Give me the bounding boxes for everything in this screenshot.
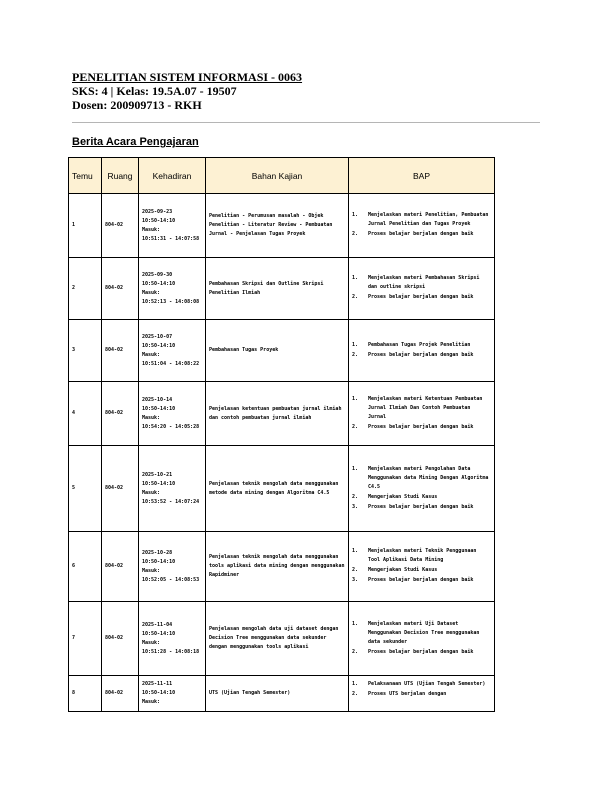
kehadiran-keluar: 10:51:04 - 14:08:22 bbox=[142, 360, 200, 367]
kehadiran-masuk: Masuk: bbox=[142, 289, 161, 296]
cell-kehadiran bbox=[139, 194, 206, 258]
bap-list-item bbox=[352, 690, 491, 699]
course-sks-kelas: SKS: 4 | Kelas: 19.5A.07 - 19507 bbox=[72, 84, 237, 98]
cell-bahan-kajian: UTS (Ujian Tengah Semester) bbox=[206, 676, 349, 712]
kehadiran-keluar: 10:53:52 - 14:07:24 bbox=[142, 498, 200, 505]
bap-list-item bbox=[352, 493, 491, 502]
cell-ruang: 804-02 bbox=[102, 532, 139, 602]
cell-temu: 6 bbox=[69, 532, 102, 602]
bap-item-number: 2. bbox=[352, 351, 359, 358]
kehadiran-date: 2025-10-28 bbox=[142, 549, 173, 556]
cell-temu: 4 bbox=[69, 382, 102, 446]
cell-temu: 1 bbox=[69, 194, 102, 258]
kehadiran-time: 10:50-14:10 bbox=[142, 558, 176, 565]
bap-item-number: 1. bbox=[352, 465, 359, 472]
bap-item-text: Proses belajar berjalan dengan baik bbox=[368, 231, 474, 237]
kehadiran-date: 2025-10-21 bbox=[142, 471, 173, 478]
bap-list-item bbox=[352, 576, 491, 585]
cell-ruang: 804-02 bbox=[102, 382, 139, 446]
cell-kehadiran bbox=[139, 258, 206, 320]
kehadiran-date: 2025-11-11 bbox=[142, 681, 173, 687]
kehadiran-time: 10:50-14:10 bbox=[142, 630, 176, 637]
kehadiran-time: 10:50-14:10 bbox=[142, 217, 176, 224]
kehadiran-date: 2025-09-23 bbox=[142, 208, 173, 215]
bap-item-number: 1. bbox=[352, 212, 359, 218]
bap-item-number: 2. bbox=[352, 691, 359, 697]
cell-bahan-kajian: Pembahasan Skripsi dan Outline Skripsi Penelitian Ilmiah bbox=[206, 258, 349, 320]
bap-item-number: 1. bbox=[352, 341, 359, 348]
cell-temu: 7 bbox=[69, 602, 102, 676]
kehadiran-masuk: Masuk: bbox=[142, 699, 161, 705]
bap-list-item bbox=[352, 465, 491, 492]
bap-item-number: 3. bbox=[352, 577, 359, 583]
table-row bbox=[69, 532, 495, 602]
bap-list-item bbox=[352, 648, 491, 657]
bap-item-text: Menjelaskan materi Teknik Penggunaan Tool Aplikasi Data Mining bbox=[368, 548, 477, 563]
kehadiran-time: 10:50-14:10 bbox=[142, 342, 176, 349]
section-title: Berita Acara Pengajaran bbox=[72, 136, 199, 148]
bap-item-number: 2. bbox=[352, 648, 359, 655]
bap-list-item bbox=[352, 423, 491, 432]
cell-ruang: 804-02 bbox=[102, 258, 139, 320]
bap-item-number: 1. bbox=[352, 395, 359, 402]
cell-temu: 3 bbox=[69, 320, 102, 382]
bap-list-item bbox=[352, 620, 491, 647]
bap-item-text: Proses belajar berjalan dengan baik bbox=[368, 351, 474, 358]
kehadiran-masuk: Masuk: bbox=[142, 489, 161, 496]
kehadiran-keluar: 10:51:28 - 14:08:18 bbox=[142, 648, 200, 655]
cell-bap bbox=[349, 532, 495, 602]
table-row bbox=[69, 676, 495, 712]
bap-item-text: Menjelaskan materi Uji Dataset Menggunakan Decision Tree menggunakan data sekunder bbox=[368, 620, 480, 645]
bap-item-text: Proses belajar berjalan dengan baik bbox=[368, 423, 474, 430]
bap-list-item bbox=[352, 395, 491, 422]
bap-item-number: 1. bbox=[352, 548, 359, 554]
kehadiran-time: 10:50-14:10 bbox=[142, 280, 176, 287]
cell-kehadiran bbox=[139, 532, 206, 602]
bap-list-item bbox=[352, 503, 491, 512]
table-row bbox=[69, 194, 495, 258]
header-divider bbox=[72, 122, 540, 123]
bap-item-text: Mengerjakan Studi Kasus bbox=[368, 567, 438, 573]
kehadiran-date: 2025-10-14 bbox=[142, 396, 173, 403]
cell-temu: 5 bbox=[69, 446, 102, 532]
bap-item-text: Menjelaskan materi Pembahasan Skripsi dan outline skripsi bbox=[368, 275, 480, 290]
header-kehadiran: Kehadiran bbox=[139, 158, 206, 194]
course-header bbox=[72, 70, 302, 112]
bap-item-number: 2. bbox=[352, 294, 359, 300]
bap-list-item bbox=[352, 566, 491, 575]
kehadiran-date: 2025-10-07 bbox=[142, 333, 173, 340]
course-title: PENELITIAN SISTEM INFORMASI - 0063 bbox=[72, 70, 303, 84]
kehadiran-keluar: 10:54:20 - 14:05:28 bbox=[142, 423, 200, 430]
table-header-row bbox=[69, 158, 495, 194]
bap-item-text: Proses UTS berjalan dengan bbox=[368, 691, 447, 697]
bap-item-text: Menjelaskan materi Ketentuan Pembuatan Jurnal Ilmiah Dan Contoh Pembuatan Jurnal bbox=[368, 395, 483, 420]
cell-kehadiran bbox=[139, 602, 206, 676]
kehadiran-keluar: 10:51:31 - 14:07:58 bbox=[142, 235, 200, 242]
table-row bbox=[69, 258, 495, 320]
bap-table bbox=[68, 157, 495, 712]
bap-item-text: Proses belajar berjalan dengan baik bbox=[368, 503, 474, 510]
cell-temu: 8 bbox=[69, 676, 102, 712]
bap-item-text: Pembahasan Tugas Projek Penelitian bbox=[368, 341, 471, 348]
kehadiran-date: 2025-11-04 bbox=[142, 621, 173, 628]
bap-item-text: Proses belajar berjalan dengan baik bbox=[368, 294, 474, 300]
bap-list-item bbox=[352, 547, 491, 565]
bap-list-item bbox=[352, 274, 491, 292]
kehadiran-masuk: Masuk: bbox=[142, 414, 161, 421]
cell-bap bbox=[349, 676, 495, 712]
cell-bap bbox=[349, 194, 495, 258]
cell-bap bbox=[349, 602, 495, 676]
kehadiran-masuk: Masuk: bbox=[142, 226, 161, 233]
bap-list-item bbox=[352, 230, 491, 239]
bap-item-number: 1. bbox=[352, 620, 359, 627]
bap-item-text: Menjelaskan materi Pengolahan Data Menggunakan data Mining Dengan Algoritma C4.5 bbox=[368, 465, 489, 490]
bap-item-text: Proses belajar berjalan dengan baik bbox=[368, 577, 474, 583]
cell-ruang: 804-02 bbox=[102, 194, 139, 258]
cell-ruang: 804-02 bbox=[102, 676, 139, 712]
cell-bahan-kajian: Penjelasan teknik mengolah data menggunakan metode data mining dengan Algoritma C4.5 bbox=[206, 446, 349, 532]
header-bap: BAP bbox=[349, 158, 495, 194]
bap-list-item bbox=[352, 351, 491, 360]
kehadiran-date: 2025-09-30 bbox=[142, 271, 173, 278]
cell-temu: 2 bbox=[69, 258, 102, 320]
header-bahan-kajian: Bahan Kajian bbox=[206, 158, 349, 194]
bap-list-item bbox=[352, 680, 491, 689]
cell-bahan-kajian: Penjelasan teknik mengolah data menggunakan tools aplikasi data mining dengan menggunakan Rapidminer bbox=[206, 532, 349, 602]
bap-item-number: 2. bbox=[352, 493, 359, 500]
cell-ruang: 804-02 bbox=[102, 446, 139, 532]
kehadiran-masuk: Masuk: bbox=[142, 567, 161, 574]
header-temu: Temu bbox=[69, 158, 102, 194]
cell-kehadiran bbox=[139, 320, 206, 382]
bap-item-number: 1. bbox=[352, 275, 359, 281]
cell-ruang: 804-02 bbox=[102, 602, 139, 676]
bap-item-number: 2. bbox=[352, 423, 359, 430]
bap-item-text: Menjelaskan materi Penelitian, Pembuatan Jurnal Penelitian dan Tugas Proyek bbox=[368, 212, 489, 227]
cell-ruang: 804-02 bbox=[102, 320, 139, 382]
kehadiran-masuk: Masuk: bbox=[142, 351, 161, 358]
table-row bbox=[69, 602, 495, 676]
cell-bahan-kajian: Pembahasan Tugas Proyek bbox=[206, 320, 349, 382]
kehadiran-time: 10:50-14:10 bbox=[142, 480, 176, 487]
cell-bahan-kajian: Penelitian - Perumusan masalah - Objek Penelitian - Literatur Review - Pembuatan Jurnal - Penjelasan Tugas Proyek bbox=[206, 194, 349, 258]
bap-item-text: Mengerjakan Studi Kasus bbox=[368, 493, 438, 500]
course-dosen: Dosen: 200909713 - RKH bbox=[72, 98, 202, 112]
bap-list-item bbox=[352, 341, 491, 350]
kehadiran-masuk: Masuk: bbox=[142, 639, 161, 646]
cell-bap bbox=[349, 320, 495, 382]
bap-item-number: 3. bbox=[352, 503, 359, 510]
bap-item-number: 1. bbox=[352, 681, 359, 687]
cell-bap bbox=[349, 382, 495, 446]
kehadiran-time: 10:50-14:10 bbox=[142, 690, 176, 696]
cell-bap bbox=[349, 258, 495, 320]
cell-bap bbox=[349, 446, 495, 532]
kehadiran-keluar: 10:52:13 - 14:08:08 bbox=[142, 298, 200, 305]
table-row bbox=[69, 382, 495, 446]
bap-item-number: 2. bbox=[352, 567, 359, 573]
table-body bbox=[69, 194, 495, 712]
bap-list-item bbox=[352, 293, 491, 302]
bap-item-text: Pelaksanaan UTS (Ujian Tengah Semester) bbox=[368, 681, 486, 687]
table-row bbox=[69, 320, 495, 382]
bap-list-item bbox=[352, 211, 491, 229]
cell-kehadiran bbox=[139, 382, 206, 446]
kehadiran-keluar: 10:52:05 - 14:08:53 bbox=[142, 576, 200, 583]
bap-item-text: Proses belajar berjalan dengan baik bbox=[368, 648, 474, 655]
cell-bahan-kajian: Penjelasan mengolah data uji dataset dengan Decision Tree menggunakan data sekunder dengan menggunakan tools aplikasi bbox=[206, 602, 349, 676]
cell-bahan-kajian: Penjelasan ketentuan pembuatan jurnal ilmiah dan contoh pembuatan jurnal ilmiah bbox=[206, 382, 349, 446]
kehadiran-time: 10:50-14:10 bbox=[142, 405, 176, 412]
header-ruang: Ruang bbox=[102, 158, 139, 194]
cell-kehadiran bbox=[139, 446, 206, 532]
cell-kehadiran bbox=[139, 676, 206, 712]
bap-item-number: 2. bbox=[352, 231, 359, 237]
table-row bbox=[69, 446, 495, 532]
